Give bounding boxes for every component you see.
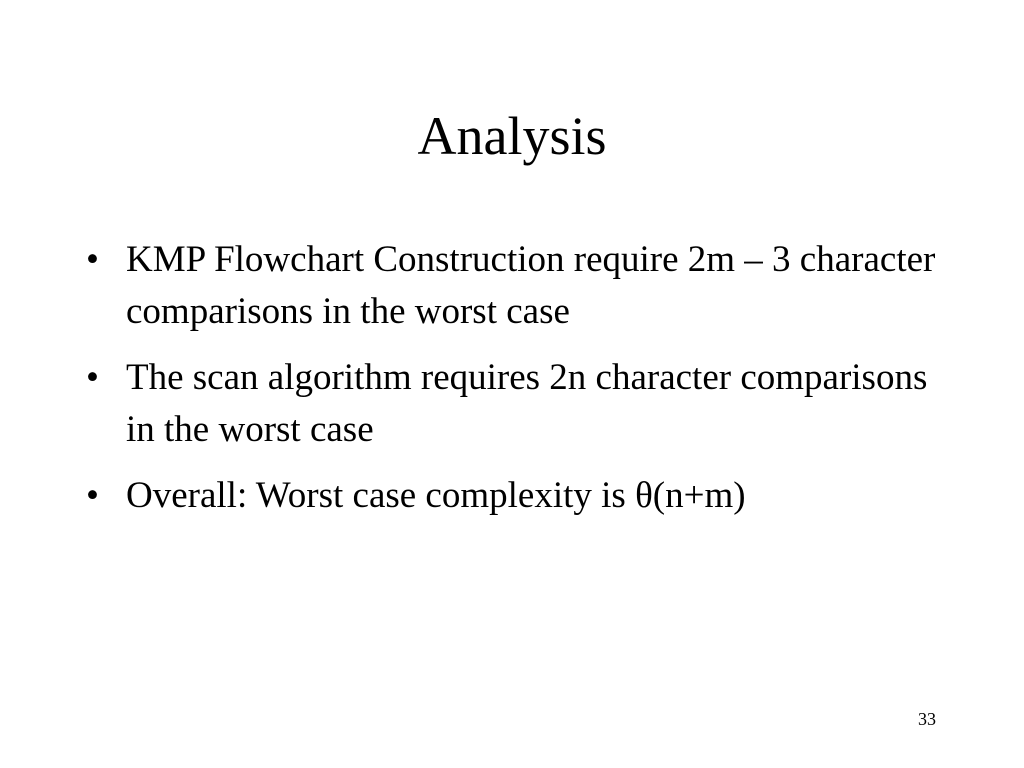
bullet-point-icon: • bbox=[86, 239, 99, 280]
bullet-text: KMP Flowchart Construction require 2m – 3 character comparisons in the worst case bbox=[126, 239, 936, 332]
bullet-item bbox=[80, 470, 950, 522]
bullet-point-icon: • bbox=[86, 357, 99, 398]
slide-title: Analysis bbox=[417, 106, 607, 166]
bullet-point-icon: • bbox=[86, 475, 99, 516]
bullet-text: The scan algorithm requires 2n character comparisons in the worst case bbox=[126, 357, 928, 450]
bullet-list bbox=[80, 234, 950, 536]
bullet-text: Overall: Worst case complexity is θ(n+m) bbox=[126, 475, 746, 516]
bullet-item bbox=[80, 234, 950, 338]
bullet-item bbox=[80, 352, 950, 456]
page-number: 33 bbox=[918, 709, 936, 729]
